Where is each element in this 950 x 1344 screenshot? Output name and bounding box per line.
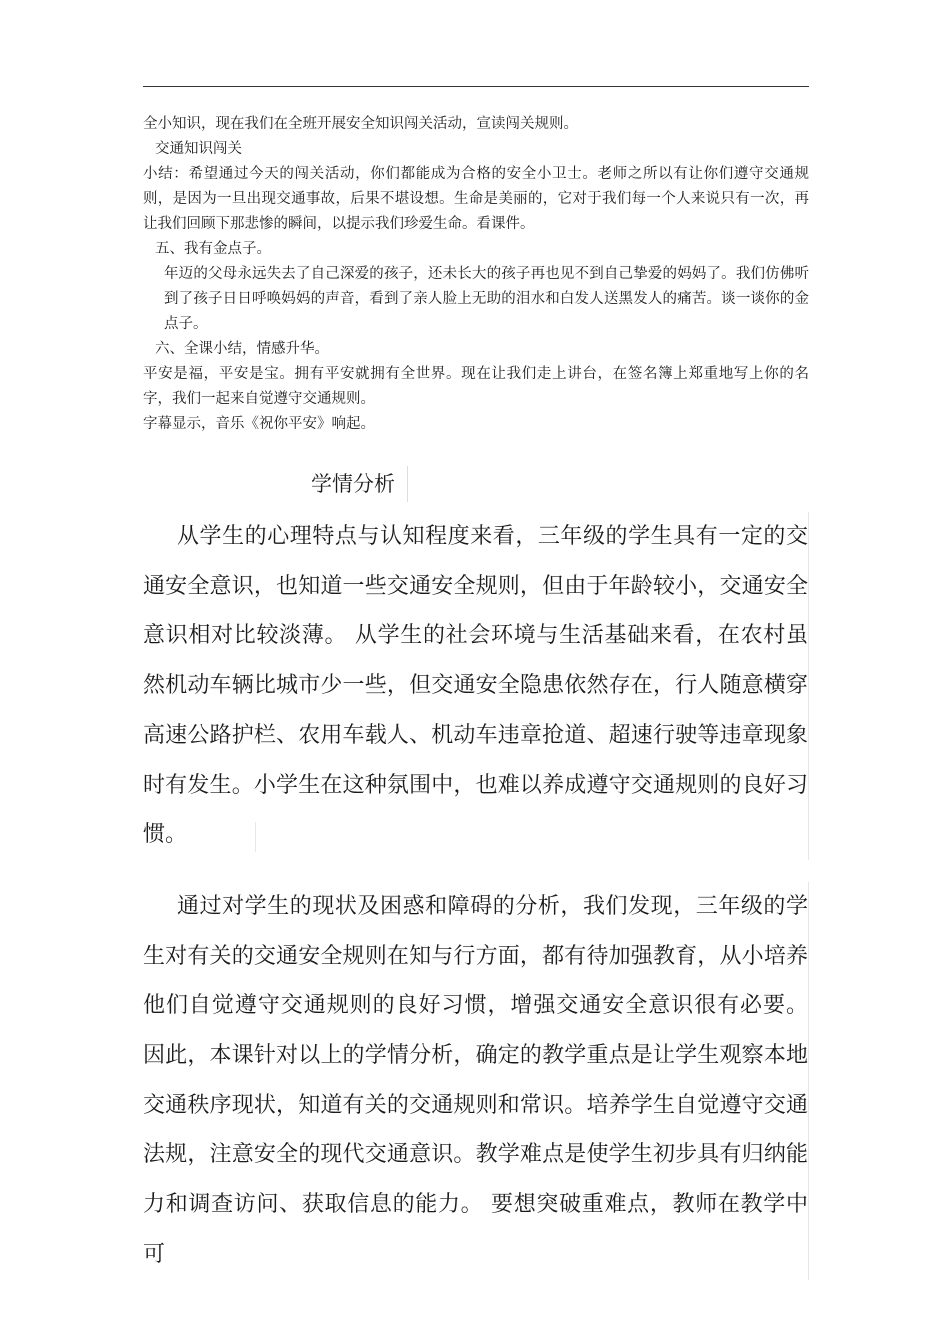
section-heading: 学情分析	[311, 466, 408, 502]
analysis-section	[143, 512, 809, 1280]
analysis-paragraph-2: 通过对学生的现状及困惑和障碍的分析，我们发现，三年级的学生对有关的交通安全规则在知与行方面，都有待加强教育，从小培养他们自觉遵守交通规则的良好习惯，增强交通安全意识很有必要。 因此，本课针对以上的学情分析，确定的教学重点是让学生观察本地交通秩序现状，知道有关的交通规则和常识。培养学生自觉遵守交通法规，注意安全的现代交通意识。教学难点是使学生初步具有归纳能力和调查访问、获取信息的能力。 要想突破重难点，教师在教学中可	[143, 882, 809, 1280]
lesson-line-1: 全小知识，现在我们在全班开展安全知识闯关活动，宣读闯关规则。	[143, 116, 578, 132]
step-6-title: 六、全课小结，情感升华。	[155, 341, 329, 357]
music-line: 字幕显示，音乐《祝你平安》响起。	[143, 416, 375, 432]
step-5-paragraph: 年迈的父母永远失去了自己深爱的孩子，还未长大的孩子再也见不到自己挚爱的妈妈了。我们仿佛听到了孩子日日呼唤妈妈的声音，看到了亲人脸上无助的泪水和白发人送黑发人的痛苦。谈一谈你的金点子。	[164, 266, 809, 332]
analysis-paragraph-1: 从学生的心理特点与认知程度来看，三年级的学生具有一定的交通安全意识，也知道一些交通安全规则，但由于年龄较小，交通安全意识相对比较淡薄。 从学生的社会环境与生活基础来看，在农村虽然机动车辆比城市少一些，但交通安全隐患依然存在，行人随意横穿高速公路护栏、农用车载人、机动车违章抢道、超速行驶等违章现象时有发生。小学生在这种氛围中，也难以养成遵守交通规则的良好习惯。	[143, 512, 809, 860]
lesson-steps-section	[143, 112, 809, 437]
lesson-line-2: 交通知识闯关	[155, 141, 242, 157]
scan-mark	[255, 822, 256, 852]
header-rule	[143, 86, 809, 87]
step-6-paragraph: 平安是福，平安是宝。拥有平安就拥有全世界。现在让我们走上讲台，在签名簿上郑重地写上你的名字，我们一起来自觉遵守交通规则。	[143, 366, 809, 407]
summary-paragraph: 小结：希望通过今天的闯关活动，你们都能成为合格的安全小卫士。老师之所以有让你们遵守交通规则，是因为一旦出现交通事故，后果不堪设想。生命是美丽的，它对于我们每一个人来说只有一次，再让我们回顾下那悲惨的瞬间，以提示我们珍爱生命。看课件。	[143, 166, 809, 232]
step-5-title: 五、我有金点子。	[155, 241, 271, 257]
